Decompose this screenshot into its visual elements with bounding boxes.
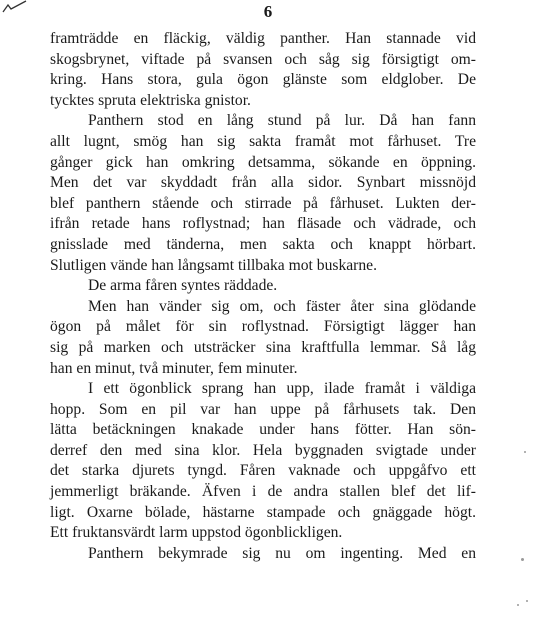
text-line: Men det var skyddadt från alla sidor. Synbart missnöjd	[50, 174, 476, 192]
text-line: Panthern stod en lång stund på lur. Då han fann	[88, 112, 476, 130]
text-line: I ett ögonblick sprang han upp, ilade framåt i väldiga	[88, 380, 476, 398]
text-line: skogsbrynet, viftade på svansen och såg sig försigtigt om-	[50, 50, 476, 68]
text-line: allt lugnt, smög han sig sakta framåt mot fårhuset. Tre	[50, 132, 476, 150]
text-line: jemmerligt bräkande. Äfven i de andra stallen blef det lif-	[50, 483, 476, 501]
text-line: hopp. Som en pil var han uppe på fårhusets tak. Den	[50, 400, 476, 418]
text-line: ligt. Oxarne bölade, hästarne stampade och gnäggade högt.	[50, 503, 476, 521]
text-line: Panthern bekymrade sig nu om ingenting. Med en	[88, 544, 476, 562]
text-line: Ett fruktansvärdt larm uppstod ögonblickligen.	[50, 524, 343, 542]
text-line: gånger gick han omkring detsamma, sökande en öppning.	[50, 153, 476, 171]
text-line: blef panthern stående och stirrade på fårhuset. Lukten der-	[50, 194, 476, 212]
text-line: det starka djurets tyngd. Fåren vaknade och uppgåfvo ett	[50, 462, 476, 480]
text-line: Slutligen vände han långsamt tillbaka mot buskarne.	[50, 256, 377, 274]
ink-speck	[524, 451, 526, 453]
text-line: sig på marken och utsträcker sina kraftfulla lemmar. Så låg	[50, 338, 476, 356]
text-line: tycktes spruta elektriska gnistor.	[50, 91, 251, 109]
text-line: De arma fåren syntes räddade.	[88, 277, 278, 295]
text-line: ögon på målet för sin roflystnad. Försigtigt lägger han	[50, 318, 476, 336]
ink-speck	[517, 604, 519, 606]
text-line: kring. Hans stora, gula ögon glänste som eldglober. De	[50, 71, 476, 89]
text-line: lätta betäckningen knakade under hans fötter. Han sön-	[50, 421, 476, 439]
ink-speck	[521, 558, 524, 561]
body-text	[50, 29, 476, 564]
text-line: gnisslade med tänderna, men sakta och knappt hörbart.	[50, 235, 476, 253]
text-line: han en minut, två minuter, fem minuter.	[50, 359, 298, 377]
text-line: Men han vänder sig om, och fäster åter sina glödande	[88, 297, 476, 315]
text-line: derref den med sina klor. Hela byggnaden svigtade under	[50, 441, 476, 459]
page-number: 6	[263, 2, 273, 21]
text-line: ifrån retade hans roflystnad; han fläsade och vädrade, och	[50, 215, 476, 233]
ink-speck	[526, 600, 528, 602]
text-line: framträdde en fläckig, väldig panther. Han stannade vid	[50, 30, 476, 47]
